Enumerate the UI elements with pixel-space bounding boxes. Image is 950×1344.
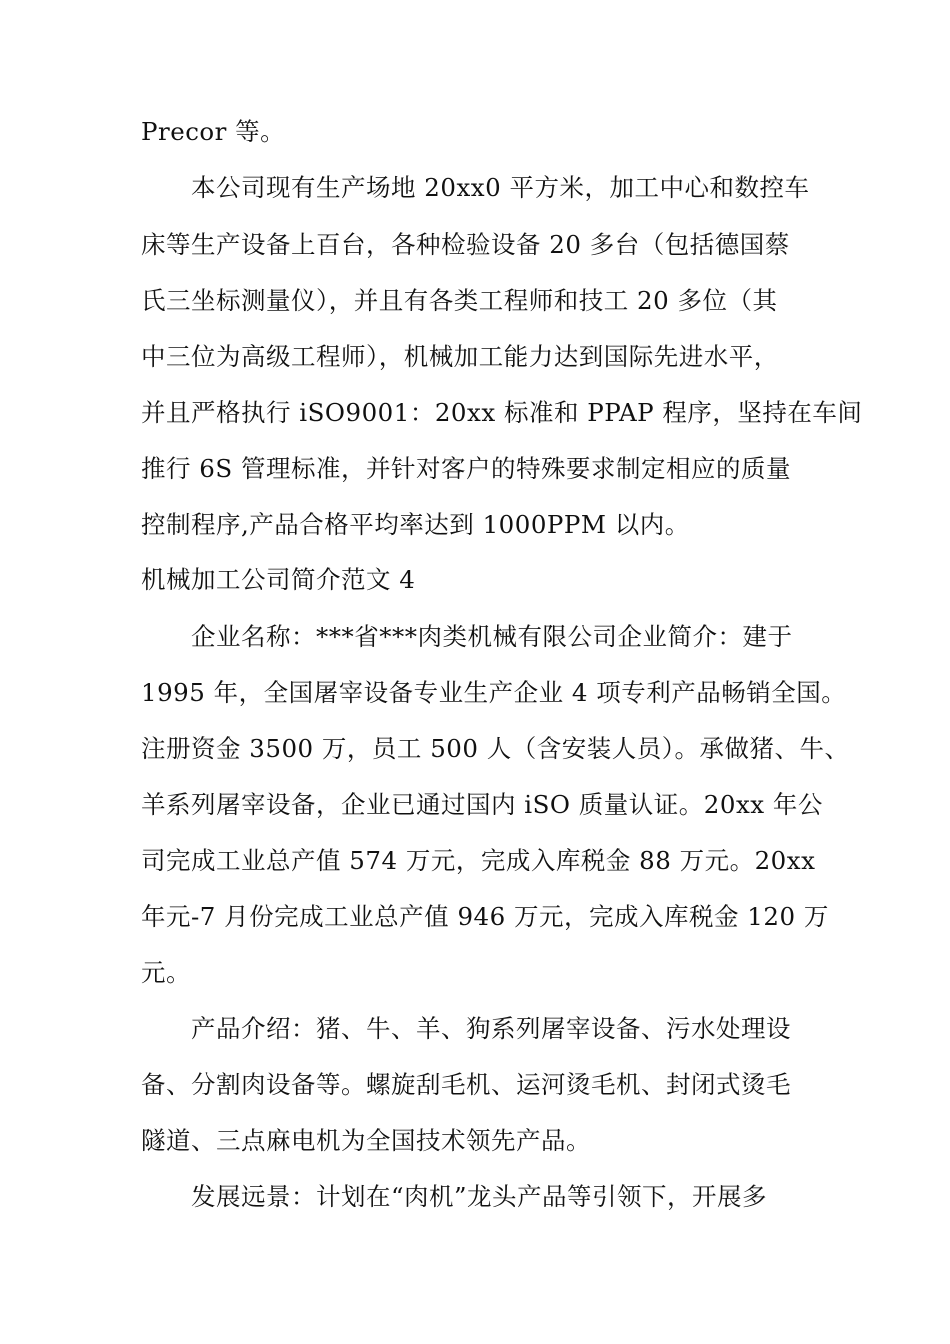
text-line: 备、分割肉设备等。螺旋刮毛机、运河烫毛机、封闭式烫毛	[141, 1070, 791, 1099]
text-line: 控制程序,产品合格平均率达到 1000PPM 以内。	[141, 510, 690, 539]
text-line: 司完成工业总产值 574 万元，完成入库税金 88 万元。20xx	[141, 846, 816, 875]
text-line: 元。	[141, 958, 191, 987]
paragraph-line: 企业名称：***省***肉类机械有限公司企业简介：建于	[191, 622, 793, 651]
text-line: 注册资金 3500 万，员工 500 人（含安装人员）。承做猪、牛、	[141, 734, 850, 763]
paragraph-line: 发展远景：计划在“肉机”龙头产品等引领下，开展多	[191, 1182, 768, 1211]
paragraph-line: 产品介绍：猪、牛、羊、狗系列屠宰设备、污水处理设	[191, 1014, 791, 1043]
text-line: 推行 6S 管理标准，并针对客户的特殊要求制定相应的质量	[141, 454, 791, 483]
section-heading: 机械加工公司简介范文 4	[141, 565, 416, 594]
text-line: 羊系列屠宰设备，企业已通过国内 iSO 质量认证。20xx 年公	[141, 790, 823, 819]
paragraph-line: 本公司现有生产场地 20xx0 平方米，加工中心和数控车	[191, 173, 810, 202]
text-line: 1995 年，全国屠宰设备专业生产企业 4 项专利产品畅销全国。	[141, 678, 847, 707]
text-line: 床等生产设备上百台，各种检验设备 20 多台（包括德国蔡	[141, 230, 790, 259]
text-line: Precor 等。	[141, 117, 286, 146]
text-line: 年元-7 月份完成工业总产值 946 万元，完成入库税金 120 万	[141, 902, 829, 931]
text-line: 并且严格执行 iSO9001：20xx 标准和 PPAP 程序，坚持在车间	[141, 398, 863, 427]
text-line: 隧道、三点麻电机为全国技术领先产品。	[141, 1126, 591, 1155]
text-line: 中三位为高级工程师），机械加工能力达到国际先进水平，	[141, 342, 779, 371]
text-line: 氏三坐标测量仪），并且有各类工程师和技工 20 多位（其	[141, 286, 778, 315]
